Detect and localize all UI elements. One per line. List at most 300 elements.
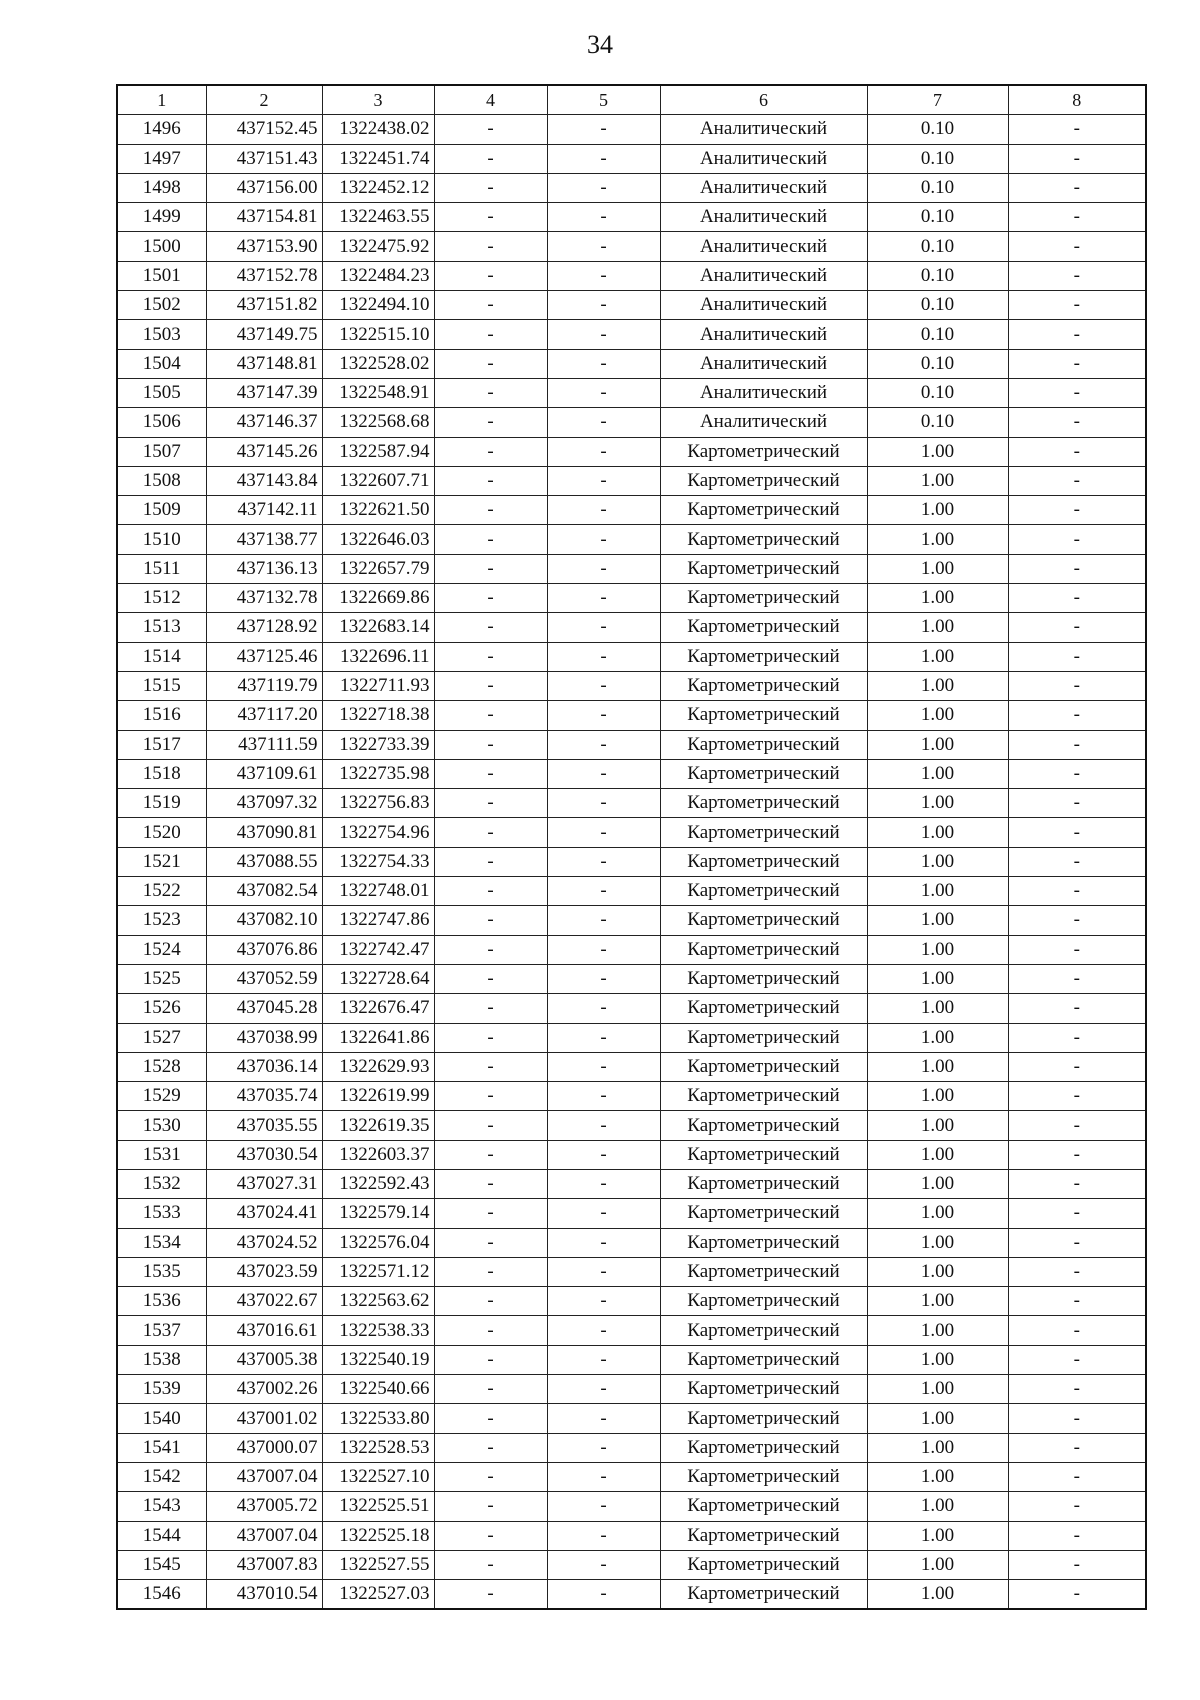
col4-cell: - [434, 1169, 547, 1198]
accuracy-cell: 1.00 [867, 466, 1008, 495]
col4-cell: - [434, 1580, 547, 1610]
column-header: 8 [1008, 85, 1146, 115]
col5-cell: - [547, 1345, 660, 1374]
y-coordinate-cell: 1322619.35 [322, 1111, 434, 1140]
accuracy-cell: 1.00 [867, 1375, 1008, 1404]
point-number-cell: 1503 [117, 320, 206, 349]
table-row [117, 232, 1146, 261]
method-cell: Картометрический [660, 789, 867, 818]
method-cell: Аналитический [660, 232, 867, 261]
accuracy-cell: 0.10 [867, 408, 1008, 437]
accuracy-cell: 0.10 [867, 144, 1008, 173]
table-row [117, 1580, 1146, 1610]
point-number-cell: 1528 [117, 1052, 206, 1081]
point-number-cell: 1516 [117, 701, 206, 730]
x-coordinate-cell: 437117.20 [206, 701, 322, 730]
point-number-cell: 1535 [117, 1257, 206, 1286]
point-number-cell: 1539 [117, 1375, 206, 1404]
y-coordinate-cell: 1322527.10 [322, 1462, 434, 1491]
col5-cell: - [547, 877, 660, 906]
col5-cell: - [547, 173, 660, 202]
accuracy-cell: 1.00 [867, 1111, 1008, 1140]
y-coordinate-cell: 1322538.33 [322, 1316, 434, 1345]
accuracy-cell: 1.00 [867, 1462, 1008, 1491]
col5-cell: - [547, 1140, 660, 1169]
method-cell: Картометрический [660, 1082, 867, 1111]
col5-cell: - [547, 291, 660, 320]
col4-cell: - [434, 994, 547, 1023]
y-coordinate-cell: 1322475.92 [322, 232, 434, 261]
x-coordinate-cell: 437076.86 [206, 935, 322, 964]
table-row [117, 994, 1146, 1023]
y-coordinate-cell: 1322451.74 [322, 144, 434, 173]
method-cell: Картометрический [660, 1169, 867, 1198]
method-cell: Картометрический [660, 994, 867, 1023]
col5-cell: - [547, 1111, 660, 1140]
y-coordinate-cell: 1322527.03 [322, 1580, 434, 1610]
table-row [117, 701, 1146, 730]
y-coordinate-cell: 1322494.10 [322, 291, 434, 320]
point-number-cell: 1511 [117, 554, 206, 583]
table-row [117, 1257, 1146, 1286]
point-number-cell: 1504 [117, 349, 206, 378]
table-row [117, 144, 1146, 173]
method-cell: Картометрический [660, 1111, 867, 1140]
col8-cell: - [1008, 935, 1146, 964]
method-cell: Картометрический [660, 1316, 867, 1345]
accuracy-cell: 1.00 [867, 1521, 1008, 1550]
col5-cell: - [547, 408, 660, 437]
col4-cell: - [434, 964, 547, 993]
y-coordinate-cell: 1322676.47 [322, 994, 434, 1023]
point-number-cell: 1508 [117, 466, 206, 495]
y-coordinate-cell: 1322528.02 [322, 349, 434, 378]
y-coordinate-cell: 1322619.99 [322, 1082, 434, 1111]
col8-cell: - [1008, 1052, 1146, 1081]
accuracy-cell: 1.00 [867, 1550, 1008, 1579]
y-coordinate-cell: 1322592.43 [322, 1169, 434, 1198]
method-cell: Картометрический [660, 1550, 867, 1579]
point-number-cell: 1501 [117, 261, 206, 290]
method-cell: Аналитический [660, 291, 867, 320]
method-cell: Картометрический [660, 525, 867, 554]
table-row [117, 1521, 1146, 1550]
point-number-cell: 1530 [117, 1111, 206, 1140]
col5-cell: - [547, 789, 660, 818]
x-coordinate-cell: 437088.55 [206, 847, 322, 876]
point-number-cell: 1498 [117, 173, 206, 202]
col5-cell: - [547, 496, 660, 525]
col4-cell: - [434, 935, 547, 964]
x-coordinate-cell: 437052.59 [206, 964, 322, 993]
point-number-cell: 1517 [117, 730, 206, 759]
point-number-cell: 1519 [117, 789, 206, 818]
y-coordinate-cell: 1322646.03 [322, 525, 434, 554]
col8-cell: - [1008, 378, 1146, 407]
point-number-cell: 1531 [117, 1140, 206, 1169]
col4-cell: - [434, 144, 547, 173]
y-coordinate-cell: 1322629.93 [322, 1052, 434, 1081]
accuracy-cell: 1.00 [867, 1287, 1008, 1316]
col8-cell: - [1008, 1111, 1146, 1140]
col4-cell: - [434, 1228, 547, 1257]
table-row [117, 261, 1146, 290]
col4-cell: - [434, 789, 547, 818]
y-coordinate-cell: 1322527.55 [322, 1550, 434, 1579]
y-coordinate-cell: 1322438.02 [322, 115, 434, 144]
method-cell: Картометрический [660, 1023, 867, 1052]
x-coordinate-cell: 437111.59 [206, 730, 322, 759]
table-row [117, 1404, 1146, 1433]
y-coordinate-cell: 1322576.04 [322, 1228, 434, 1257]
col5-cell: - [547, 759, 660, 788]
method-cell: Картометрический [660, 642, 867, 671]
point-number-cell: 1524 [117, 935, 206, 964]
x-coordinate-cell: 437136.13 [206, 554, 322, 583]
method-cell: Аналитический [660, 115, 867, 144]
x-coordinate-cell: 437109.61 [206, 759, 322, 788]
col5-cell: - [547, 1433, 660, 1462]
table-row [117, 349, 1146, 378]
col8-cell: - [1008, 964, 1146, 993]
method-cell: Аналитический [660, 173, 867, 202]
y-coordinate-cell: 1322525.51 [322, 1492, 434, 1521]
method-cell: Картометрический [660, 877, 867, 906]
table-row [117, 1492, 1146, 1521]
x-coordinate-cell: 437152.45 [206, 115, 322, 144]
col5-cell: - [547, 613, 660, 642]
table-row [117, 1375, 1146, 1404]
col5-cell: - [547, 730, 660, 759]
table-row [117, 1433, 1146, 1462]
method-cell: Картометрический [660, 613, 867, 642]
x-coordinate-cell: 437152.78 [206, 261, 322, 290]
col4-cell: - [434, 1140, 547, 1169]
coordinates-table [116, 84, 1147, 1610]
y-coordinate-cell: 1322657.79 [322, 554, 434, 583]
col4-cell: - [434, 466, 547, 495]
method-cell: Картометрический [660, 964, 867, 993]
y-coordinate-cell: 1322525.18 [322, 1521, 434, 1550]
accuracy-cell: 1.00 [867, 701, 1008, 730]
col8-cell: - [1008, 1169, 1146, 1198]
col5-cell: - [547, 1023, 660, 1052]
table-row [117, 1462, 1146, 1491]
col8-cell: - [1008, 1228, 1146, 1257]
table-row [117, 437, 1146, 466]
col5-cell: - [547, 261, 660, 290]
table-row [117, 496, 1146, 525]
col4-cell: - [434, 1521, 547, 1550]
x-coordinate-cell: 437119.79 [206, 671, 322, 700]
point-number-cell: 1513 [117, 613, 206, 642]
y-coordinate-cell: 1322733.39 [322, 730, 434, 759]
method-cell: Аналитический [660, 349, 867, 378]
col8-cell: - [1008, 1199, 1146, 1228]
accuracy-cell: 1.00 [867, 613, 1008, 642]
table-row [117, 115, 1146, 144]
table-row [117, 291, 1146, 320]
col8-cell: - [1008, 759, 1146, 788]
col8-cell: - [1008, 232, 1146, 261]
x-coordinate-cell: 437090.81 [206, 818, 322, 847]
method-cell: Картометрический [660, 671, 867, 700]
col8-cell: - [1008, 1404, 1146, 1433]
col5-cell: - [547, 964, 660, 993]
col5-cell: - [547, 818, 660, 847]
table-row [117, 935, 1146, 964]
table-row [117, 818, 1146, 847]
x-coordinate-cell: 437007.83 [206, 1550, 322, 1579]
table-row [117, 1111, 1146, 1140]
col8-cell: - [1008, 994, 1146, 1023]
col5-cell: - [547, 232, 660, 261]
x-coordinate-cell: 437138.77 [206, 525, 322, 554]
col4-cell: - [434, 261, 547, 290]
point-number-cell: 1543 [117, 1492, 206, 1521]
col8-cell: - [1008, 1433, 1146, 1462]
table-row [117, 964, 1146, 993]
col5-cell: - [547, 906, 660, 935]
col8-cell: - [1008, 349, 1146, 378]
col8-cell: - [1008, 847, 1146, 876]
point-number-cell: 1502 [117, 291, 206, 320]
col5-cell: - [547, 1082, 660, 1111]
method-cell: Картометрический [660, 1287, 867, 1316]
x-coordinate-cell: 437005.72 [206, 1492, 322, 1521]
table-row [117, 378, 1146, 407]
y-coordinate-cell: 1322548.91 [322, 378, 434, 407]
accuracy-cell: 0.10 [867, 378, 1008, 407]
col5-cell: - [547, 1462, 660, 1491]
x-coordinate-cell: 437125.46 [206, 642, 322, 671]
x-coordinate-cell: 437023.59 [206, 1257, 322, 1286]
accuracy-cell: 1.00 [867, 1257, 1008, 1286]
col8-cell: - [1008, 701, 1146, 730]
accuracy-cell: 0.10 [867, 261, 1008, 290]
col8-cell: - [1008, 730, 1146, 759]
accuracy-cell: 1.00 [867, 584, 1008, 613]
accuracy-cell: 1.00 [867, 759, 1008, 788]
col4-cell: - [434, 584, 547, 613]
y-coordinate-cell: 1322579.14 [322, 1199, 434, 1228]
point-number-cell: 1525 [117, 964, 206, 993]
col5-cell: - [547, 1199, 660, 1228]
table-row [117, 906, 1146, 935]
point-number-cell: 1496 [117, 115, 206, 144]
col8-cell: - [1008, 1550, 1146, 1579]
accuracy-cell: 1.00 [867, 1433, 1008, 1462]
accuracy-cell: 0.10 [867, 320, 1008, 349]
table-row [117, 1345, 1146, 1374]
x-coordinate-cell: 437146.37 [206, 408, 322, 437]
accuracy-cell: 1.00 [867, 437, 1008, 466]
method-cell: Аналитический [660, 203, 867, 232]
accuracy-cell: 1.00 [867, 1316, 1008, 1345]
accuracy-cell: 0.10 [867, 291, 1008, 320]
accuracy-cell: 1.00 [867, 1228, 1008, 1257]
col4-cell: - [434, 906, 547, 935]
method-cell: Картометрический [660, 496, 867, 525]
y-coordinate-cell: 1322452.12 [322, 173, 434, 202]
col5-cell: - [547, 437, 660, 466]
x-coordinate-cell: 437035.74 [206, 1082, 322, 1111]
table-row [117, 1169, 1146, 1198]
x-coordinate-cell: 437024.52 [206, 1228, 322, 1257]
col4-cell: - [434, 437, 547, 466]
accuracy-cell: 1.00 [867, 935, 1008, 964]
y-coordinate-cell: 1322563.62 [322, 1287, 434, 1316]
y-coordinate-cell: 1322540.66 [322, 1375, 434, 1404]
col8-cell: - [1008, 203, 1146, 232]
method-cell: Картометрический [660, 1228, 867, 1257]
method-cell: Картометрический [660, 1375, 867, 1404]
col8-cell: - [1008, 877, 1146, 906]
table-row [117, 173, 1146, 202]
col4-cell: - [434, 1433, 547, 1462]
col5-cell: - [547, 1550, 660, 1579]
accuracy-cell: 0.10 [867, 349, 1008, 378]
accuracy-cell: 0.10 [867, 173, 1008, 202]
x-coordinate-cell: 437148.81 [206, 349, 322, 378]
col4-cell: - [434, 818, 547, 847]
point-number-cell: 1507 [117, 437, 206, 466]
col4-cell: - [434, 1257, 547, 1286]
col4-cell: - [434, 496, 547, 525]
accuracy-cell: 1.00 [867, 1140, 1008, 1169]
accuracy-cell: 1.00 [867, 1404, 1008, 1433]
method-cell: Картометрический [660, 847, 867, 876]
col5-cell: - [547, 203, 660, 232]
col8-cell: - [1008, 261, 1146, 290]
col5-cell: - [547, 378, 660, 407]
point-number-cell: 1497 [117, 144, 206, 173]
col4-cell: - [434, 1052, 547, 1081]
x-coordinate-cell: 437145.26 [206, 437, 322, 466]
col8-cell: - [1008, 115, 1146, 144]
col4-cell: - [434, 1404, 547, 1433]
y-coordinate-cell: 1322742.47 [322, 935, 434, 964]
point-number-cell: 1538 [117, 1345, 206, 1374]
method-cell: Картометрический [660, 1199, 867, 1228]
col8-cell: - [1008, 671, 1146, 700]
table-row [117, 1023, 1146, 1052]
col8-cell: - [1008, 1492, 1146, 1521]
table-row [117, 584, 1146, 613]
table-row [117, 320, 1146, 349]
col8-cell: - [1008, 144, 1146, 173]
col5-cell: - [547, 525, 660, 554]
col5-cell: - [547, 994, 660, 1023]
col5-cell: - [547, 1287, 660, 1316]
point-number-cell: 1546 [117, 1580, 206, 1610]
point-number-cell: 1523 [117, 906, 206, 935]
col4-cell: - [434, 408, 547, 437]
col8-cell: - [1008, 496, 1146, 525]
x-coordinate-cell: 437024.41 [206, 1199, 322, 1228]
table-row [117, 466, 1146, 495]
col8-cell: - [1008, 1580, 1146, 1610]
col5-cell: - [547, 1052, 660, 1081]
y-coordinate-cell: 1322607.71 [322, 466, 434, 495]
table-row [117, 525, 1146, 554]
table-row [117, 730, 1146, 759]
x-coordinate-cell: 437000.07 [206, 1433, 322, 1462]
method-cell: Картометрический [660, 1433, 867, 1462]
x-coordinate-cell: 437022.67 [206, 1287, 322, 1316]
accuracy-cell: 1.00 [867, 496, 1008, 525]
col8-cell: - [1008, 320, 1146, 349]
point-number-cell: 1499 [117, 203, 206, 232]
table-row [117, 1140, 1146, 1169]
col4-cell: - [434, 847, 547, 876]
accuracy-cell: 1.00 [867, 1345, 1008, 1374]
method-cell: Картометрический [660, 1052, 867, 1081]
col8-cell: - [1008, 1082, 1146, 1111]
col4-cell: - [434, 173, 547, 202]
point-number-cell: 1518 [117, 759, 206, 788]
point-number-cell: 1515 [117, 671, 206, 700]
point-number-cell: 1526 [117, 994, 206, 1023]
col5-cell: - [547, 701, 660, 730]
accuracy-cell: 1.00 [867, 642, 1008, 671]
y-coordinate-cell: 1322603.37 [322, 1140, 434, 1169]
col8-cell: - [1008, 173, 1146, 202]
accuracy-cell: 1.00 [867, 1052, 1008, 1081]
col4-cell: - [434, 1345, 547, 1374]
table-row [117, 1287, 1146, 1316]
col5-cell: - [547, 1404, 660, 1433]
x-coordinate-cell: 437036.14 [206, 1052, 322, 1081]
table-row [117, 203, 1146, 232]
x-coordinate-cell: 437002.26 [206, 1375, 322, 1404]
method-cell: Картометрический [660, 935, 867, 964]
col5-cell: - [547, 584, 660, 613]
method-cell: Аналитический [660, 261, 867, 290]
col8-cell: - [1008, 437, 1146, 466]
y-coordinate-cell: 1322463.55 [322, 203, 434, 232]
col4-cell: - [434, 320, 547, 349]
x-coordinate-cell: 437097.32 [206, 789, 322, 818]
table-row [117, 1199, 1146, 1228]
col4-cell: - [434, 1375, 547, 1404]
x-coordinate-cell: 437151.43 [206, 144, 322, 173]
table-row [117, 759, 1146, 788]
col4-cell: - [434, 1492, 547, 1521]
column-header: 6 [660, 85, 867, 115]
y-coordinate-cell: 1322484.23 [322, 261, 434, 290]
point-number-cell: 1532 [117, 1169, 206, 1198]
table-header-row [117, 85, 1146, 115]
method-cell: Картометрический [660, 906, 867, 935]
y-coordinate-cell: 1322533.80 [322, 1404, 434, 1433]
col4-cell: - [434, 877, 547, 906]
table-row [117, 554, 1146, 583]
x-coordinate-cell: 437016.61 [206, 1316, 322, 1345]
y-coordinate-cell: 1322669.86 [322, 584, 434, 613]
y-coordinate-cell: 1322728.64 [322, 964, 434, 993]
table-row [117, 877, 1146, 906]
table-row [117, 642, 1146, 671]
col4-cell: - [434, 1316, 547, 1345]
accuracy-cell: 1.00 [867, 525, 1008, 554]
col5-cell: - [547, 1580, 660, 1610]
method-cell: Картометрический [660, 437, 867, 466]
y-coordinate-cell: 1322754.33 [322, 847, 434, 876]
x-coordinate-cell: 437149.75 [206, 320, 322, 349]
page-number: 34 [587, 30, 613, 59]
col5-cell: - [547, 642, 660, 671]
